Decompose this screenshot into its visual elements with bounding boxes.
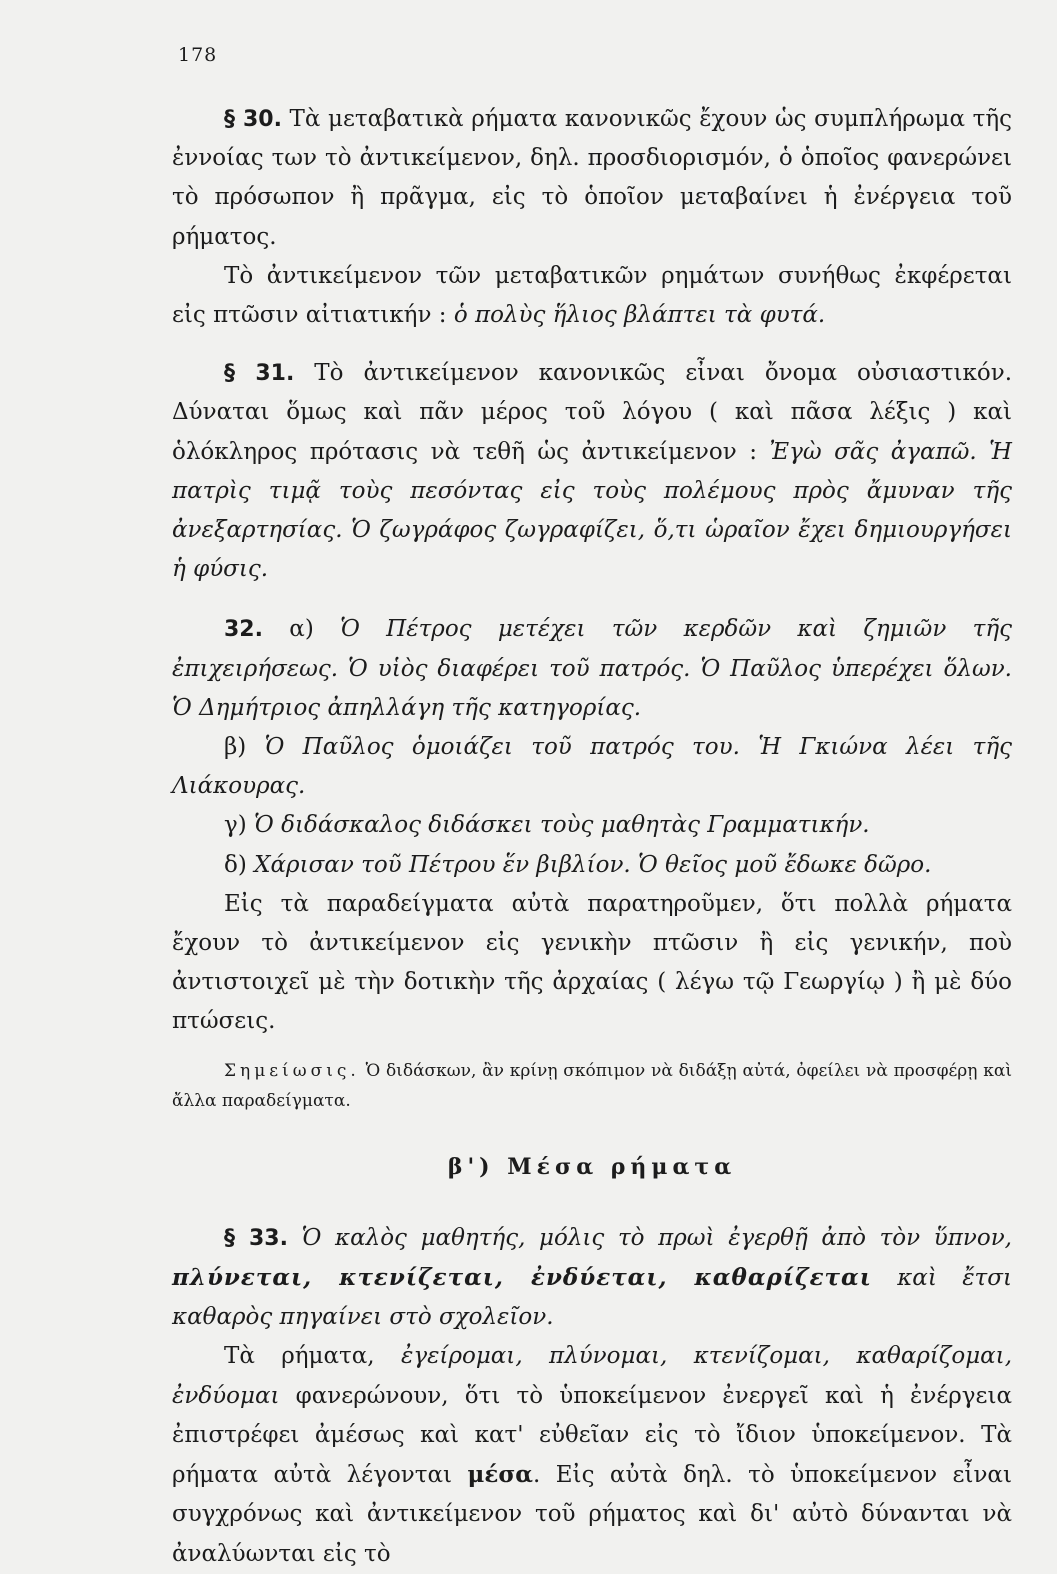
example-text: ὁ πολὺς ἥλιος βλάπτει τὰ φυτά. <box>453 302 826 329</box>
page-body <box>172 100 1012 1574</box>
section-32-item-a <box>172 610 1012 728</box>
item-label: β) <box>224 734 265 761</box>
example-text: Ὁ διδάσκαλος διδάσκει τοὺς μαθητὰς Γραμματικήν. <box>254 812 870 839</box>
paragraph-text: . Εἰς αὐτὰ δηλ. τὸ ὑποκείμενον εἶναι συγχρόνως καὶ ἀντικείμενον τοῦ ρήματος καὶ δι' αὐτὸ δύνανται νὰ ἀναλύωνται εἰς τὸ <box>172 1462 1012 1567</box>
paragraph-text: Τὰ ρήματα, <box>224 1343 401 1370</box>
item-label: δ) <box>224 851 255 878</box>
paragraph-text: φανερώνουν, ὅτι τὸ ὑποκείμενον ἐνεργεῖ καὶ ἡ ἐνέργεια ἐπιστρέφει ἀμέσως καὶ κατ' εὐθεῖαν εἰς τὸ ἴδιον ὑποκείμενον. Τὰ ρήματα αὐτὰ λέγονται <box>172 1382 1012 1489</box>
subheading: β') Μέσα ρήματα <box>447 1153 737 1180</box>
section-number: § 30. <box>224 107 282 132</box>
note-text: Ὁ διδάσκων, ἂν κρίνῃ σκόπιμον νὰ διδάξῃ αὐτά, ὀφείλει νὰ προσφέρῃ καὶ ἄλλα παραδείγματα. <box>172 1060 1012 1111</box>
paragraph-text: Τὸ ἀντικείμενον τῶν μεταβατικῶν ρημάτων συνήθως ἐκφέρεται εἰς πτῶσιν αἰτιατικήν : <box>172 262 1012 329</box>
section-32-item-d <box>172 846 1012 885</box>
section-30-paragraph-2 <box>172 257 1012 335</box>
section-33-paragraph-2 <box>172 1337 1012 1573</box>
item-label: α) <box>262 616 341 643</box>
example-text: Ὁ Πέτρος μετέχει τῶν κερδῶν καὶ ζημιῶν τῆς ἐπιχειρήσεως. Ὁ υἱὸς διαφέρει τοῦ πατρός. Ὁ Παῦλος ὑπερέχει ὅλων. Ὁ Δημήτριος ἀπηλλάγη τῆς κατηγορίας. <box>172 616 1012 721</box>
section-30-paragraph <box>172 100 1012 257</box>
section-32-summary: Εἰς τὰ παραδείγματα αὐτὰ παρατηροῦμεν, ὅτι πολλὰ ρήματα ἔχουν τὸ ἀντικείμενον εἰς γενικὴν πτῶσιν ἢ εἰς γενικήν, ποὺ ἀντιστοιχεῖ μὲ τὴν δοτικὴν τῆς ἀρχαίας ( λέγω τῷ Γεωργίῳ ) ἢ μὲ δύο πτώσεις. <box>172 890 1012 1035</box>
section-number: § 31. <box>224 361 295 387</box>
verb-list: ἐγείρομαι, πλύνομαι, κτενίζομαι, καθαρίζομαι, ἐνδύομαι <box>172 1343 1013 1409</box>
section-text: Τὰ μεταβατικὰ ρήματα κανονικῶς ἔχουν ὡς συμπλήρωμα τῆς ἐννοίας των τὸ ἀντικείμενον, δηλ. προσδιορισμόν, ὁ ὁποῖος φανερώνει τὸ πρόσωπον ἢ πρᾶγμα, εἰς τὸ ὁποῖον μεταβαίνει ἡ ἐνέργεια τοῦ ρήματος. <box>172 106 1012 250</box>
term-bold: μέσα <box>467 1461 533 1489</box>
note <box>172 1056 1012 1116</box>
section-number: 32. <box>224 617 263 643</box>
example-text: Ὁ καλὸς μαθητής, μόλις τὸ πρωὶ ἐγερθῇ ἀπὸ τὸν ὕπνον, <box>287 1224 1012 1251</box>
section-31-paragraph <box>172 354 1012 589</box>
example-text: καὶ ἔτσι καθαρὸς πηγαίνει στὸ σχολεῖον. <box>172 1265 1012 1331</box>
section-text: Τὸ ἀντικείμενον κανονικῶς εἶναι ὄνομα οὐσιαστικόν. Δύναται ὅμως καὶ πᾶν μέρος τοῦ λόγου ( καὶ πᾶσα λέξις ) καὶ ὁλόκληρος πρότασις νὰ τεθῆ ὡς ἀντικείμενον : <box>172 360 1013 465</box>
page-number: 178 <box>178 44 218 66</box>
bold-verbs: πλύνεται, κτενίζεται, ἐνδύεται, καθαρίζεται <box>172 1264 872 1292</box>
example-text: Ὁ Παῦλος ὁμοιάζει τοῦ πατρός του. Ἡ Γκιώνα λέει τῆς Λιάκουρας. <box>172 734 1012 800</box>
section-number: § 33. <box>224 1225 288 1251</box>
example-text: Ἐγὼ σᾶς ἀγαπῶ. Ἡ πατρὶς τιμᾷ τοὺς πεσόντας εἰς τοὺς πολέμους πρὸς ἄμυναν τῆς ἀνεξαρτησίας. Ὁ ζωγράφος ζωγραφίζει, ὅ,τι ὡραῖον ἔχει δημιουργήσει ἡ φύσις. <box>172 438 1012 583</box>
section-32-item-c <box>172 806 1012 845</box>
section-32-item-b <box>172 728 1012 806</box>
example-text: Χάρισαν τοῦ Πέτρου ἕν βιβλίον. Ὁ θεῖος μοῦ ἔδωκε δῶρο. <box>254 851 932 878</box>
note-label: Σημείωσις. <box>224 1060 360 1081</box>
item-label: γ) <box>224 812 255 839</box>
section-33-paragraph <box>172 1219 1012 1338</box>
